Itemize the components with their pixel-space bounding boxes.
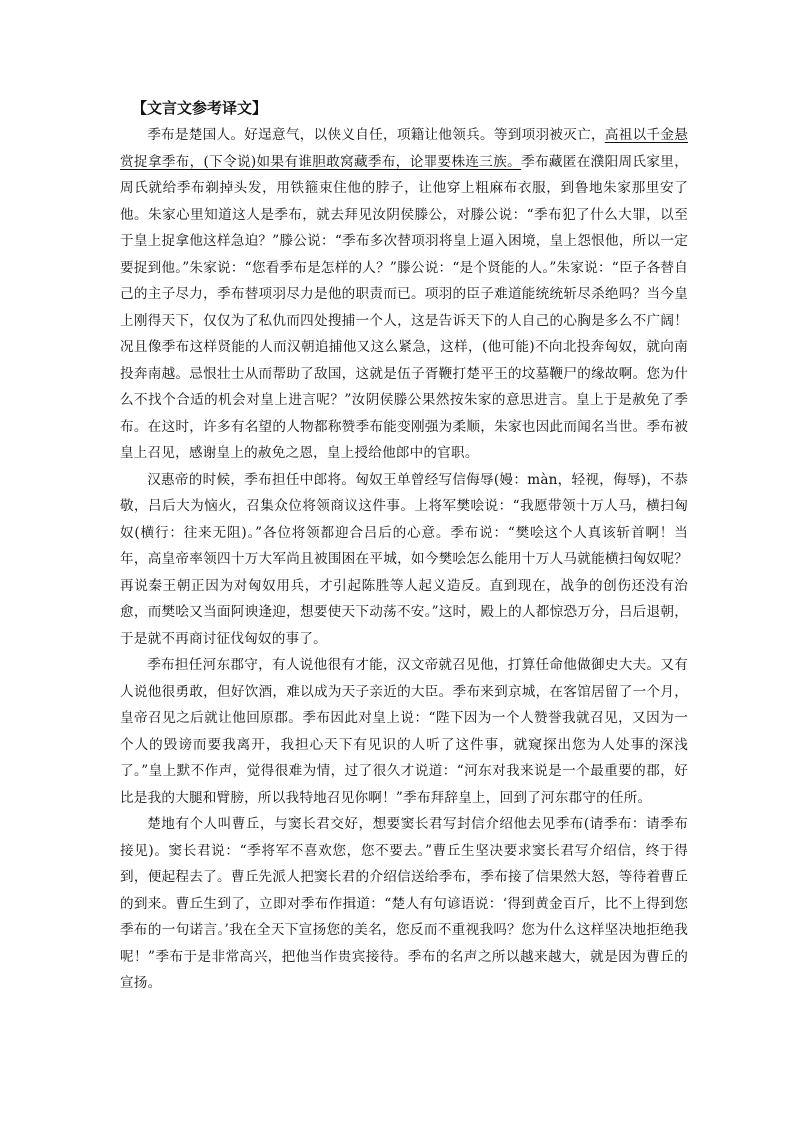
- paragraph-3: [120, 652, 688, 811]
- document-page: [120, 99, 688, 997]
- paragraph-3-text: 季布担任河东郡守，有人说他很有才能，汉文帝就召见他，打算任命他做御史大夫。又有人说他很勇敢，但好饮酒，难以成为天子亲近的大臣。季布来到京城，在客馆居留了一个月，皇帝召见之后就让他回原郡。季布因此对皇上说：“陛下因为一个人赞誉我就召见，又因为一个人的毁谤而要我离开，我担心天下有见识的人听了这件事，就窥探出您为人处事的深浅了。”皇上默不作声，觉得很难为情，过了很久才说道：“河东对我来说是一个最重要的郡，好比是我的大腿和臂膀，所以我特地召见你啊！”季布拜辞皇上，回到了河东郡守的任所。: [120, 657, 688, 806]
- paragraph-4-text: 楚地有个人叫曹丘，与窦长君交好，想要窦长君写封信介绍他去见季布(请季布：请季布接见)。窦长君说：“季将军不喜欢您，您不要去。”曹丘生坚决要求窦长君写介绍信，终于得到，便起程去了。曹丘先派人把窦长君的介绍信送给季布，季布接了信果然大怒，等待着曹丘的到来。曹丘生到了，立即对季布作揖道：“楚人有句谚语说：‘得到黄金百斤，比不上得到您季布的一句诺言。’我在全天下宣扬您的美名，您反而不重视我吗？您为什么这样坚决地拒绝我呢！”季布于是非常高兴，把他当作贵宾接待。季布的名声之所以越来越大，就是因为曹丘的宣扬。: [120, 816, 688, 991]
- paragraph-2: [120, 467, 688, 653]
- paragraph-1: [120, 122, 688, 467]
- paragraph-1-text-a: 季布是楚国人。好逞意气，以侠义自任，项籍让他领兵。等到项羽被灭亡，: [147, 127, 605, 143]
- paragraph-1-underlined-text: 高祖以千金悬赏捉拿季布，(下令说)如果有谁胆敢窝藏季布，论罪要株连三族。: [120, 127, 688, 170]
- paragraph-2-text: 汉惠帝的时候，季布担任中郎将。匈奴王单曾经写信侮辱(嫚：màn，轻视，侮辱)，不恭敬，吕后大为恼火，召集众位将领商议这件事。上将军樊哙说：“我愿带领十万人马，横扫匈奴(横行：往来无阻)。”各位将领都迎合吕后的心意。季布说：“樊哙这个人真该斩首啊！当年，高皇帝率领四十万大军尚且被围困在平城，如今樊哙怎么能用十万人马就能横扫匈奴呢？再说秦王朝正因为对匈奴用兵，才引起陈胜等人起义造反。直到现在，战争的创伤还没有治愈，而樊哙又当面阿谀逢迎，想要使天下动荡不安。”这时，殿上的人都惊恐万分，吕后退朝，于是就不再商讨征伐匈奴的事了。: [120, 471, 688, 647]
- paragraph-4: [120, 811, 688, 997]
- paragraph-1-text-b: 季布藏匿在濮阳周氏家里，周氏就给季布剃掉头发，用铁箍束住他的脖子，让他穿上粗麻布衣服，到鲁地朱家那里安了他。朱家心里知道这人是季布，就去拜见汝阴侯滕公，对滕公说：“季布犯了什么大罪，以至于皇上捉拿他这样急迫？”滕公说：“季布多次替项羽将皇上逼入困境，皇上怨恨他，所以一定要捉到他。”朱家说：“您看季布是怎样的人？”滕公说：“是个贤能的人。”朱家说：“臣子各替自己的主子尽力，季布替项羽尽力是他的职责而已。项羽的臣子难道能统统斩尽杀绝吗？当今皇上刚得天下，仅仅为了私仇而四处搜捕一个人，这是告诉天下的人自己的心胸是多么不广阔！况且像季布这样贤能的人而汉朝追捕他又这么紧急，这样，(他可能)不向北投奔匈奴，就向南投奔南越。忌恨壮士从而帮助了敌国，这就是伍子胥鞭打楚平王的坟墓鞭尸的缘故啊。您为什么不找个合适的机会对皇上进言呢？”汝阴侯滕公果然按朱家的意思进言。皇上于是赦免了季布。在这时，许多有名望的人物都称赞季布能变刚强为柔顺，朱家也因此而闻名当世。季布被皇上召见，感谢皇上的赦免之恩，皇上授给他郎中的官职。: [120, 153, 688, 461]
- section-heading: 【文言文参考译文】: [132, 99, 268, 117]
